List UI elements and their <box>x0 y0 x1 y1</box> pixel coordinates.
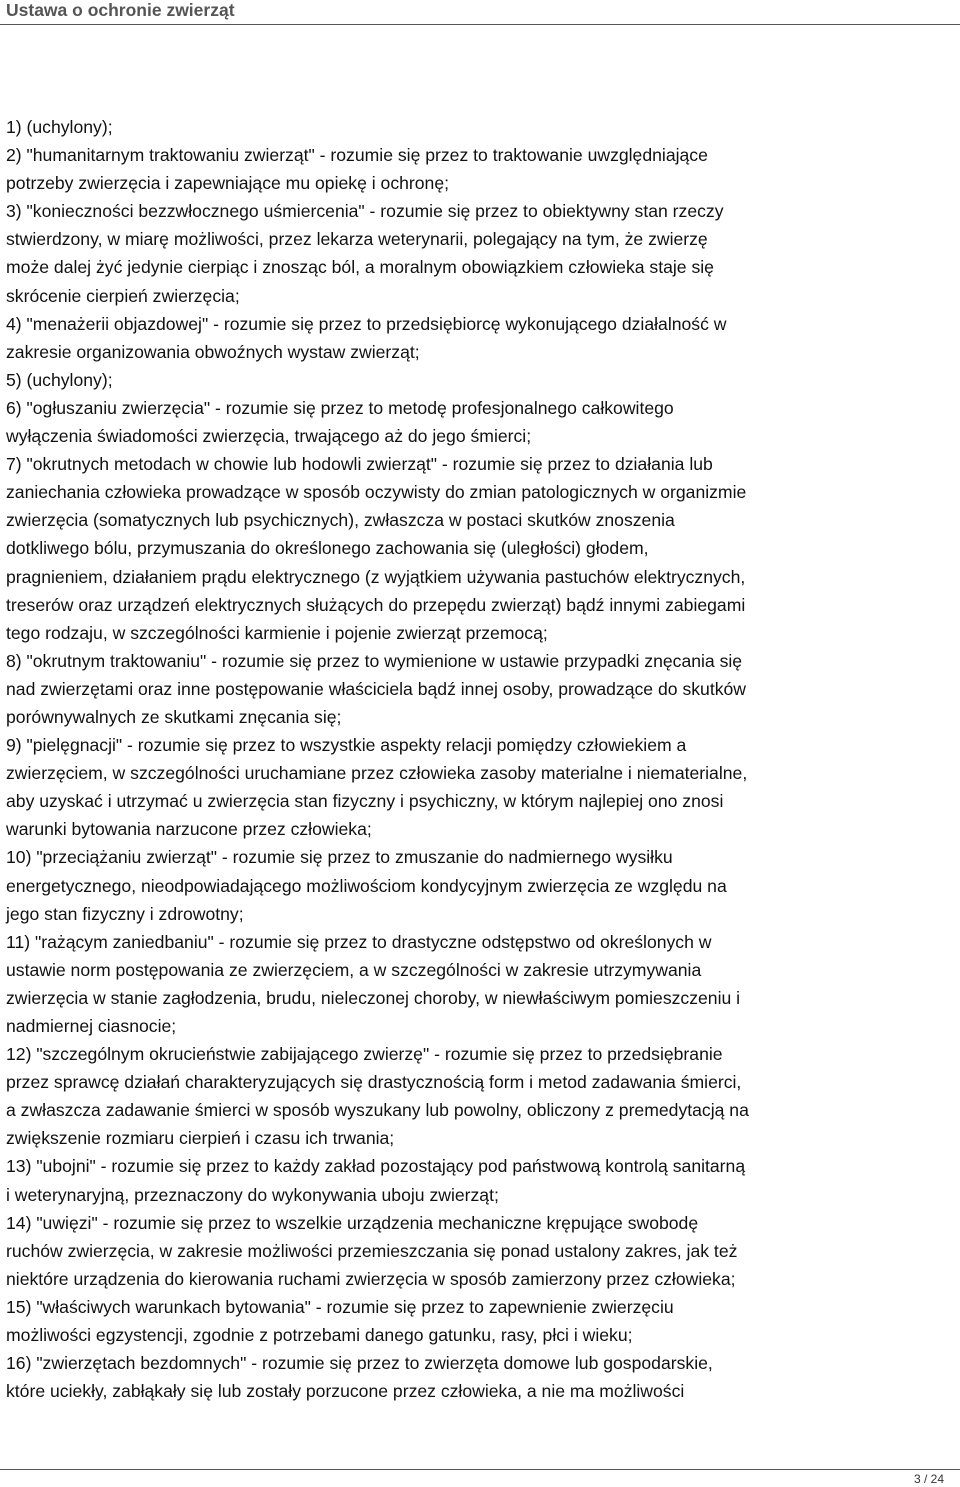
text-line: energetycznego, nieodpowiadającego możliwościom kondycyjnym zwierzęcia ze względu na <box>6 875 727 896</box>
text-line: które uciekły, zabłąkały się lub zostały porzucone przez człowieka, a nie ma możliwości <box>6 1381 685 1402</box>
text-line: 1) (uchylony); <box>6 117 113 137</box>
text-line: 16) "zwierzętach bezdomnych" - rozumie się przez to zwierzęta domowe lub gospodarskie, <box>6 1353 713 1374</box>
text-line: 6) "ogłuszaniu zwierzęcia" - rozumie się przez to metodę profesjonalnego całkowitego <box>6 397 674 418</box>
text-line: dotkliwego bólu, przymuszania do określonego zachowania się (uległości) głodem, <box>6 538 649 559</box>
text-line: może dalej żyć jedynie cierpiąc i znosząc ból, a moralnym obowiązkiem człowieka staje się <box>6 257 714 278</box>
text-line: 15) "właściwych warunkach bytowania" - rozumie się przez to zapewnienie zwierzęciu <box>6 1296 674 1317</box>
page-footer <box>0 1469 960 1486</box>
text-line: treserów oraz urządzeń elektrycznych służących do przepędu zwierząt) bądź innymi zabiegami <box>6 594 746 615</box>
text-line: warunki bytowania narzucone przez człowieka; <box>6 819 372 840</box>
text-line: potrzeby zwierzęcia i zapewniające mu opiekę i ochronę; <box>6 173 450 194</box>
text-line: 10) "przeciążaniu zwierząt" - rozumie się przez to zmuszanie do nadmiernego wysiłku <box>6 847 673 868</box>
document-title: Ustawa o ochronie zwierząt <box>6 0 235 20</box>
text-line: zwierzęcia (somatycznych lub psychicznych), zwłaszcza w postaci skutków znoszenia <box>6 510 675 531</box>
text-line: skrócenie cierpień zwierzęcia; <box>6 285 240 306</box>
text-line: zaniechania człowieka prowadzące w sposób oczywisty do zmian patologicznych w organizmie <box>6 482 747 503</box>
text-line: 9) "pielęgnacji" - rozumie się przez to wszystkie aspekty relacji pomiędzy człowiekiem a <box>6 735 687 756</box>
text-line: 7) "okrutnych metodach w chowie lub hodowli zwierząt" - rozumie się przez to działania lub <box>6 454 713 475</box>
text-line: ruchów zwierzęcia, w zakresie możliwości przemieszczania się ponad ustalony zakres, jak też <box>6 1240 738 1261</box>
text-line: 8) "okrutnym traktowaniu" - rozumie się przez to wymienione w ustawie przypadki znęcania się <box>6 650 743 671</box>
text-line: wyłączenia świadomości zwierzęcia, trwającego aż do jego śmierci; <box>6 426 532 447</box>
text-line: 4) "menażerii objazdowej" - rozumie się przez to przedsiębiorcę wykonującego działalność w <box>6 313 727 334</box>
text-line: 5) (uchylony); <box>6 369 113 390</box>
text-line: nad zwierzętami oraz inne postępowanie właściciela bądź innej osoby, prowadzące do skutków <box>6 678 746 699</box>
text-line: tego rodzaju, w szczególności karmienie i pojenie zwierząt przemocą; <box>6 622 548 643</box>
text-line: i weterynaryjną, przeznaczony do wykonywania uboju zwierząt; <box>6 1184 499 1205</box>
text-line: zwierzęciem, w szczególności uruchamiane przez człowieka zasoby materialne i niematerialne, <box>6 763 748 784</box>
text-line: pragnieniem, działaniem prądu elektrycznego (z wyjątkiem używania pastuchów elektrycznych, <box>6 566 746 587</box>
document-body <box>6 113 956 1405</box>
text-line: porównywalnych ze skutkami znęcania się; <box>6 706 342 727</box>
text-line: 13) "ubojni" - rozumie się przez to każdy zakład pozostający pod państwową kontrolą sanitarną <box>6 1156 746 1177</box>
page-header <box>0 0 960 25</box>
text-line: 12) "szczególnym okrucieństwie zabijającego zwierzę" - rozumie się przez to przedsiębranie <box>6 1044 723 1065</box>
text-line: aby uzyskać i utrzymać u zwierzęcia stan fizyczny i psychiczny, w którym najlepiej ono znosi <box>6 791 724 812</box>
text-line: jego stan fizyczny i zdrowotny; <box>6 903 244 924</box>
text-line: zwiększenie rozmiaru cierpień i czasu ich trwania; <box>6 1128 395 1149</box>
text-line: a zwłaszcza zadawanie śmierci w sposób wyszukany lub powolny, obliczony z premedytacją na <box>6 1100 749 1121</box>
text-line: 14) "uwięzi" - rozumie się przez to wszelkie urządzenia mechaniczne krępujące swobodę <box>6 1212 699 1233</box>
text-line: nadmiernej ciasnocie; <box>6 1016 177 1036</box>
text-line: stwierdzony, w miarę możliwości, przez lekarza weterynarii, polegający na tym, że zwierzę <box>6 229 708 250</box>
text-line: zwierzęcia w stanie zagłodzenia, brudu, nieleczonej choroby, w niewłaściwym pomieszczeniu i <box>6 987 741 1008</box>
text-line: 3) "konieczności bezzwłocznego uśmiercenia" - rozumie się przez to obiektywny stan rzeczy <box>6 201 724 222</box>
text-line: przez sprawcę działań charakteryzujących się drastycznością form i metod zadawania śmierci, <box>6 1072 742 1093</box>
text-line: 11) "rażącym zaniedbaniu" - rozumie się przez to drastyczne odstępstwo od określonych w <box>6 931 712 952</box>
text-line: 2) "humanitarnym traktowaniu zwierząt" - rozumie się przez to traktowanie uwzględniające <box>6 145 708 166</box>
text-line: możliwości egzystencji, zgodnie z potrzebami danego gatunku, rasy, płci i wieku; <box>6 1325 633 1346</box>
text-line: niektóre urządzenia do kierowania ruchami zwierzęcia w sposób zamierzony przez człowieka; <box>6 1268 736 1289</box>
page-number: 3 / 24 <box>913 1472 944 1486</box>
text-line: ustawie norm postępowania ze zwierzęciem, a w szczególności w zakresie utrzymywania <box>6 959 702 980</box>
text-line: zakresie organizowania obwoźnych wystaw zwierząt; <box>6 341 420 362</box>
